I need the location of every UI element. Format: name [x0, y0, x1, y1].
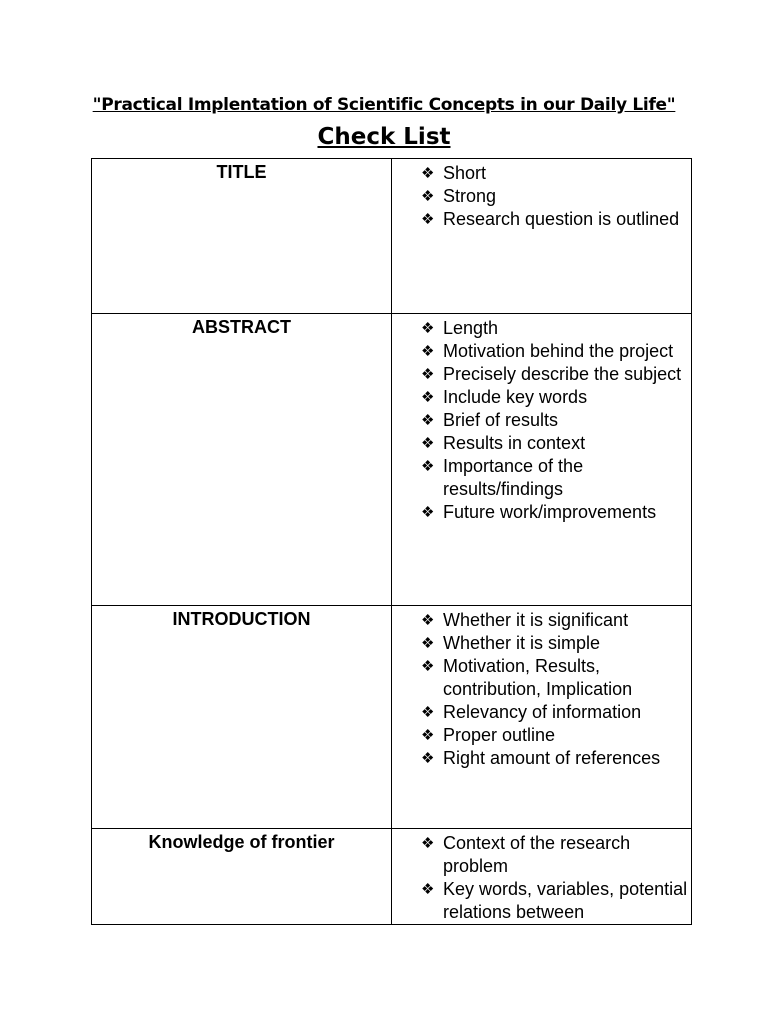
list-item: ❖ Precisely describe the subject — [421, 364, 682, 384]
list-item: ❖ Research question is outlined — [421, 209, 680, 229]
diamond-dots-icon: ❖ — [421, 366, 435, 383]
diamond-dots-icon: ❖ — [421, 458, 435, 475]
diamond-dots-icon: ❖ — [421, 412, 435, 429]
table-row-knowledge-of-frontier — [92, 829, 692, 925]
table-row-introduction — [92, 606, 692, 829]
list-item: ❖ Importance of the results/findings — [421, 456, 584, 499]
diamond-dots-icon: ❖ — [421, 188, 435, 205]
list-item: ❖ Context of the research problem — [421, 833, 631, 876]
item-list — [392, 317, 691, 524]
list-item: ❖ Proper outline — [421, 725, 556, 745]
diamond-dots-icon: ❖ — [421, 635, 435, 652]
section-label: TITLE — [92, 159, 392, 314]
diamond-dots-icon: ❖ — [421, 658, 435, 675]
items-cell — [392, 606, 692, 829]
list-item: ❖ Relevancy of information — [421, 702, 642, 722]
diamond-dots-icon: ❖ — [421, 727, 435, 744]
diamond-dots-icon: ❖ — [421, 343, 435, 360]
document-subheading: Check List — [317, 124, 451, 150]
diamond-dots-icon: ❖ — [421, 750, 435, 767]
diamond-dots-icon: ❖ — [421, 435, 435, 452]
diamond-dots-icon: ❖ — [421, 835, 435, 852]
table-row-title — [92, 159, 692, 314]
list-item: ❖ Results in context — [421, 433, 586, 453]
table-row-abstract — [92, 314, 692, 606]
diamond-dots-icon: ❖ — [421, 704, 435, 721]
list-item: ❖ Future work/improvements — [421, 502, 657, 522]
diamond-dots-icon: ❖ — [421, 211, 435, 228]
items-cell — [392, 159, 692, 314]
list-item: ❖ Length — [421, 318, 499, 338]
section-label: ABSTRACT — [92, 314, 392, 606]
items-cell — [392, 314, 692, 606]
list-item: ❖ Motivation behind the project — [421, 341, 674, 361]
item-list — [392, 609, 691, 770]
diamond-dots-icon: ❖ — [421, 881, 435, 898]
list-item: ❖ Whether it is simple — [421, 633, 601, 653]
diamond-dots-icon: ❖ — [421, 320, 435, 337]
diamond-dots-icon: ❖ — [421, 389, 435, 406]
checklist-table — [91, 158, 692, 925]
diamond-dots-icon: ❖ — [421, 504, 435, 521]
section-label: Knowledge of frontier — [92, 829, 392, 925]
item-list — [392, 832, 691, 924]
list-item: ❖ Right amount of references — [421, 748, 661, 768]
section-label: INTRODUCTION — [92, 606, 392, 829]
list-item: ❖ Strong — [421, 186, 497, 206]
list-item: ❖ Whether it is significant — [421, 610, 629, 630]
list-item: ❖ Key words, variables, potential relations between — [421, 879, 688, 922]
diamond-dots-icon: ❖ — [421, 165, 435, 182]
item-list — [392, 162, 691, 231]
list-item: ❖ Brief of results — [421, 410, 559, 430]
document-heading: "Practical Implentation of Scientific Concepts in our Daily Life" — [92, 95, 676, 115]
list-item: ❖ Include key words — [421, 387, 588, 407]
list-item: ❖ Short — [421, 163, 487, 183]
diamond-dots-icon: ❖ — [421, 612, 435, 629]
list-item: ❖ Motivation, Results, contribution, Implication — [421, 656, 633, 699]
items-cell — [392, 829, 692, 925]
